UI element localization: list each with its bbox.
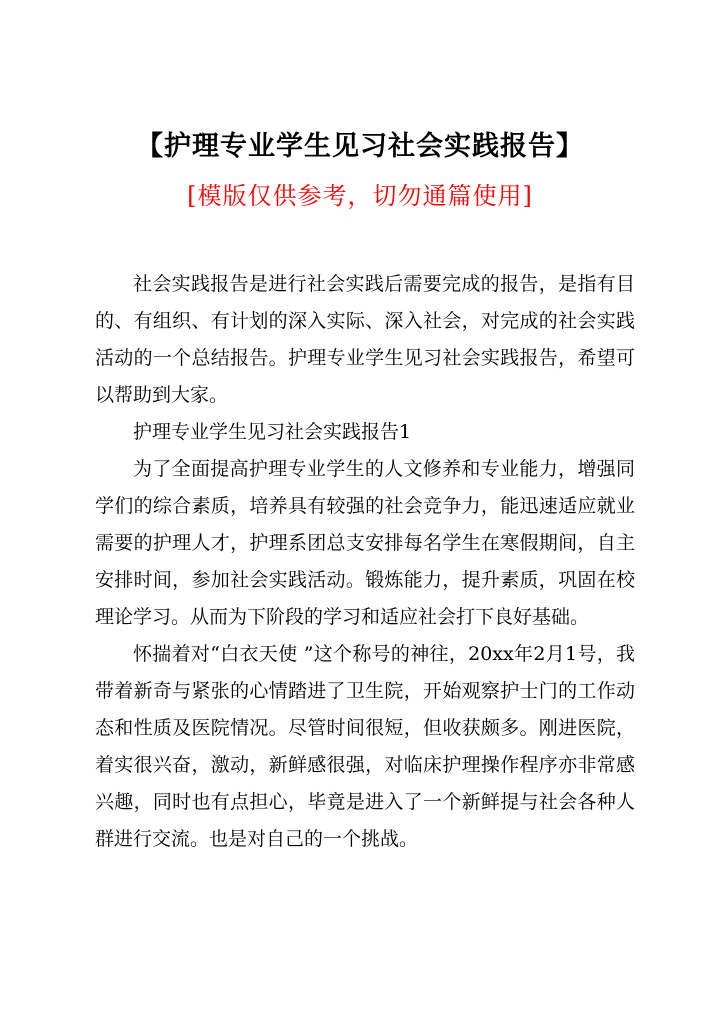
template-notice: [模版仅供参考，切勿通篇使用]	[187, 182, 533, 210]
document-title: 【护理专业学生见习社会实践报告】	[136, 131, 584, 162]
intro-paragraph: 社会实践报告是进行社会实践后需要完成的报告，是指有目的、有组织、有计划的深入实际、深入社会，对完成的社会实践活动的一个总结报告。护理专业学生见习社会实践报告，希望可以帮助到大家。	[95, 273, 635, 406]
document-body	[95, 266, 635, 858]
section-heading: 护理专业学生见习社会实践报告1	[133, 421, 412, 443]
body-paragraph: 为了全面提高护理专业学生的人文修养和专业能力，增强同学们的综合素质，培养具有较强的社会竞争力，能迅速适应就业需要的护理人才，护理系团总支安排每名学生在寒假期间，自主安排时间，参加社会实践活动。锻炼能力，提升素质，巩固在校理论学习。从而为下阶段的学习和适应社会打下良好基础。	[95, 458, 635, 628]
body-paragraph: 怀揣着对“白衣天使 ”这个称号的神往，20xx年2月1号，我带着新奇与紧张的心情踏进了卫生院，开始观察护士门的工作动态和性质及医院情况。尽管时间很短，但收获颇多。刚进医院，着实很兴奋，激动，新鲜感很强，对临床护理操作程序亦非常感兴趣，同时也有点担心，毕竟是进入了一个新鲜提与社会各种人群进行交流。也是对自己的一个挑战。	[95, 643, 635, 850]
